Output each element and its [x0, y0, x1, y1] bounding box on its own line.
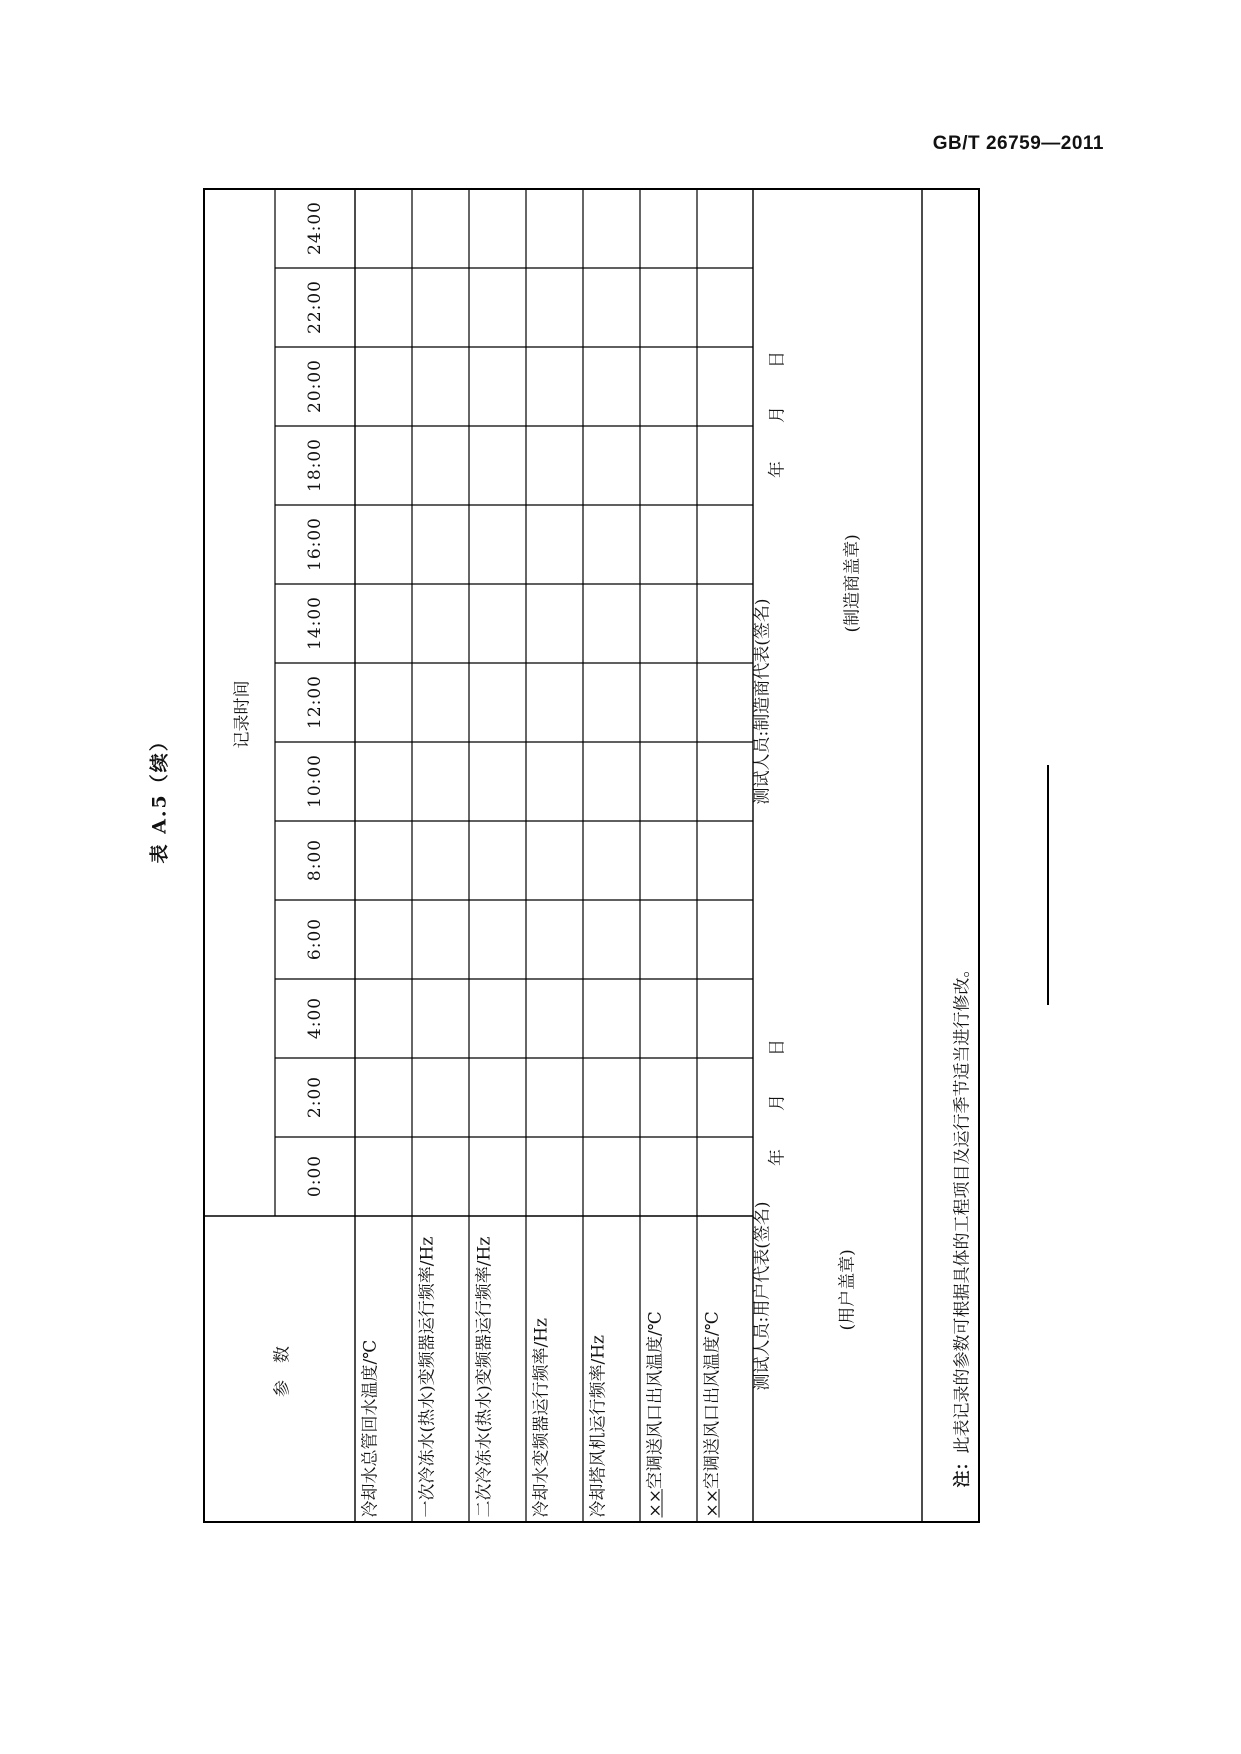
row-label: 冷却塔风机运行频率/Hz [588, 1334, 609, 1518]
manufacturer-date-month: 月 [767, 406, 788, 423]
row-label: 冷却水总管回水温度/℃ [360, 1339, 381, 1518]
table-caption: 表 A.5（续） [148, 730, 171, 864]
time-label: 22:00 [305, 280, 325, 334]
param-header: 参 数 [272, 1346, 293, 1397]
user-date-year: 年 [767, 1149, 788, 1166]
user-date-month: 月 [767, 1094, 788, 1111]
time-label: 8:00 [305, 838, 325, 882]
note-text: 此表记录的参数可根据具体的工程项目及运行季节适当进行修改。 [952, 960, 973, 1454]
time-label: 0:00 [305, 1154, 325, 1198]
time-label: 2:00 [305, 1075, 325, 1119]
time-label: 4:00 [305, 996, 325, 1040]
row-label: 冷却水变频器运行频率/Hz [531, 1317, 552, 1518]
row-label: ××空调送风口出风温度/℃ [645, 1311, 666, 1518]
manufacturer-date-year: 年 [767, 461, 788, 478]
record-time-header: 记录时间 [232, 680, 253, 749]
row-label: 二次冷冻水(热水)变频器运行频率/Hz [474, 1236, 495, 1518]
user-stamp-label: (用户盖章) [837, 1249, 858, 1331]
time-label: 18:00 [305, 438, 325, 492]
time-label: 12:00 [305, 675, 325, 729]
blank-rule [1047, 765, 1049, 1005]
manufacturer-date-day: 日 [767, 351, 788, 368]
time-label: 16:00 [305, 517, 325, 571]
note-label: 注： [952, 1453, 973, 1488]
time-label: 14:00 [305, 596, 325, 650]
manufacturer-signature-label: 测试人员:制造商代表(签名) [752, 598, 773, 805]
table-note [948, 888, 973, 1488]
row-label: 一次冷冻水(热水)变频器运行频率/Hz [417, 1236, 438, 1518]
row-label: ××空调送风口出风温度/℃ [702, 1311, 723, 1518]
user-date-day: 日 [767, 1039, 788, 1056]
standard-number: GB/T 26759—2011 [932, 133, 1104, 154]
manufacturer-stamp-label: (制造商盖章) [842, 534, 863, 633]
time-label: 24:00 [305, 201, 325, 255]
time-label: 10:00 [305, 754, 325, 808]
time-label: 6:00 [305, 917, 325, 961]
user-signature-label: 测试人员:用户代表(签名) [752, 1201, 773, 1391]
time-label: 20:00 [305, 359, 325, 413]
